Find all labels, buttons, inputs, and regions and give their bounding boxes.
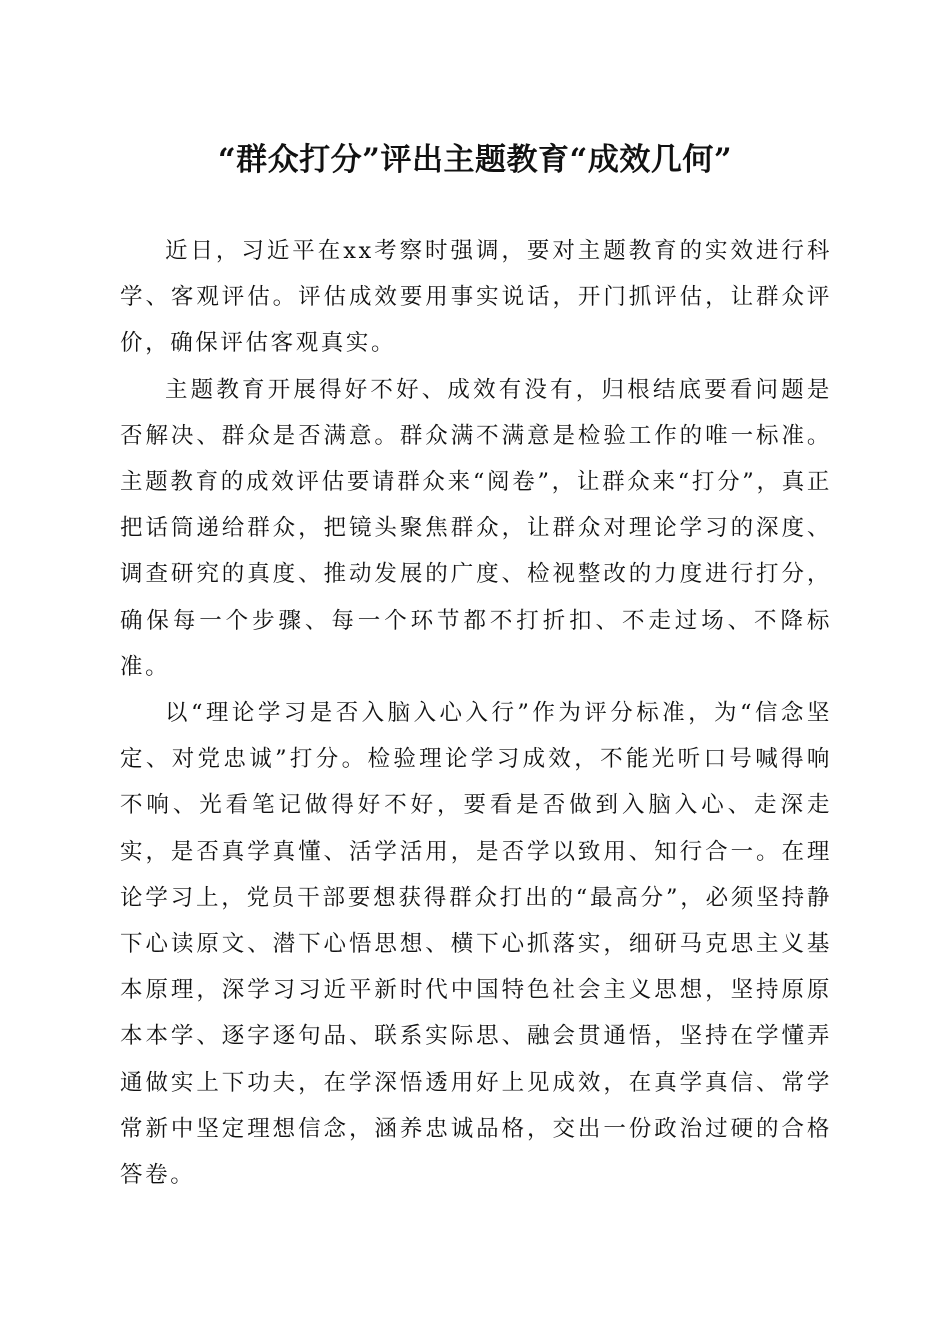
document-title: “群众打分”评出主题教育“成效几何” [217,142,733,178]
paragraph-3: 以“理论学习是否入脑入心入行”作为评分标准，为“信念坚定、对党忠诚”打分。检验理论学习成效，不能光听口号喊得响不响、光看笔记做得好不好，要看是否做到入脑入心、走深走实，是否真学真懂、活学活用，是否学以致用、知行合一。在理论学习上，党员干部要想获得群众打出的“最高分”，必须坚持静下心读原文、潜下心悟思想、横下心抓落实，细研马克思主义基本原理，深学习习近平新时代中国特色社会主义思想，坚持原原本本学、逐字逐句品、联系实际思、融会贯通悟，坚持在学懂弄通做实上下功夫，在学深悟透用好上见成效，在真学真信、常学常新中坚定理想信念，涵养忠诚品格，交出一份政治过硬的合格答卷。 [120,700,832,1189]
paragraph-2: 主题教育开展得好不好、成效有没有，归根结底要看问题是否解决、群众是否满意。群众满不满意是检验工作的唯一标准。主题教育的成效评估要请群众来“阅卷”，让群众来“打分”，真正把话筒递给群众，把镜头聚焦群众，让群众对理论学习的深度、调查研究的真度、推动发展的广度、检视整改的力度进行打分，确保每一个步骤、每一个环节都不打折扣、不走过场、不降标准。 [120,376,832,680]
paragraph-1: 近日，习近平在xx考察时强调，要对主题教育的实效进行科学、客观评估。评估成效要用事实说话，开门抓评估，让群众评价，确保评估客观真实。 [120,238,832,357]
document-body [120,228,832,1198]
